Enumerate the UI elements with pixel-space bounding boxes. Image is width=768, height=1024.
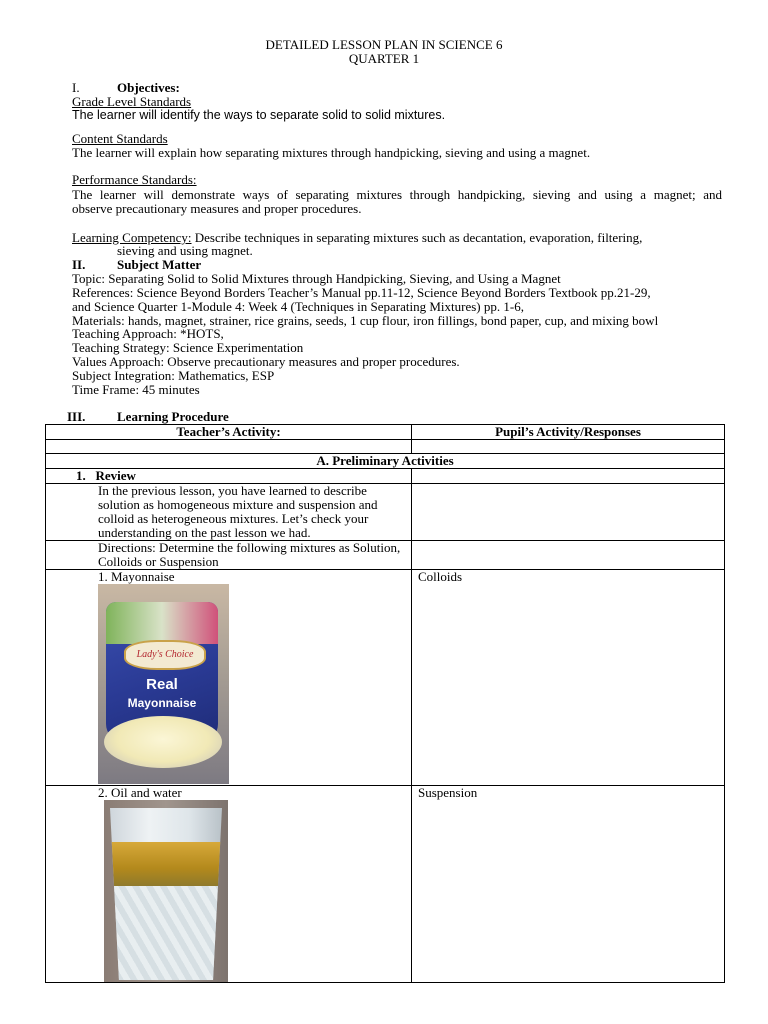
oil-water-photo — [104, 800, 228, 982]
subject-line: References: Science Beyond Borders Teacher’s Manual pp.11-12, Science Beyond Borders Textbook pp.21-29, — [72, 285, 651, 300]
procedure-table — [45, 424, 725, 983]
spoon-with-mayonnaise — [104, 716, 222, 768]
mayonnaise-photo — [98, 584, 229, 784]
learning-competency-line2: sieving and using magnet. — [117, 243, 253, 258]
table-header-row — [46, 425, 725, 440]
glass-cup — [110, 808, 222, 980]
review-number: 1. — [76, 468, 86, 483]
item-mayonnaise-label: 1. Mayonnaise — [98, 569, 175, 584]
item-cell-1 — [46, 570, 412, 786]
subject-line: and Science Quarter 1-Module 4: Week 4 (Techniques in Separating Mixtures) pp. 1-6, — [72, 299, 524, 314]
pouch-top-band — [106, 602, 218, 644]
objectives-heading: Objectives: — [117, 80, 180, 95]
item-cell-2 — [46, 786, 412, 983]
review-heading-cell — [46, 469, 412, 484]
answer-suspension: Suspension — [412, 786, 725, 983]
subject-line: Time Frame: 45 minutes — [72, 382, 200, 397]
subject-line: Teaching Approach: *HOTS, — [72, 326, 224, 341]
teacher-activity-header: Teacher’s Activity: — [46, 425, 412, 440]
preliminary-activities-heading: A. Preliminary Activities — [46, 454, 725, 469]
oil-layer — [110, 842, 222, 886]
table-row — [46, 484, 725, 541]
water-layer — [110, 886, 222, 980]
answer-colloids: Colloids — [412, 570, 725, 786]
section-numeral-1: I. — [72, 80, 80, 95]
performance-standards-label: Performance Standards: — [72, 172, 197, 187]
subject-line: Values Approach: Observe precautionary measures and proper procedures. — [72, 354, 460, 369]
table-cell — [46, 440, 412, 454]
performance-standards-line2: observe precautionary measures and proper procedures. — [72, 201, 362, 216]
section-numeral-2: II. — [72, 257, 86, 272]
grade-standards-text: The learner will identify the ways to separate solid to solid mixtures. — [72, 108, 446, 122]
table-cell — [412, 541, 725, 570]
table-row — [46, 786, 725, 983]
table-row — [46, 541, 725, 570]
learning-competency-text: Describe techniques in separating mixtures such as decantation, evaporation, filtering, — [191, 230, 643, 245]
pupil-activity-header: Pupil’s Activity/Responses — [412, 425, 725, 440]
subject-line: Topic: Separating Solid to Solid Mixtures through Handpicking, Sieving, and Using a Magnet — [72, 271, 561, 286]
table-cell — [412, 469, 725, 484]
table-row — [46, 469, 725, 484]
brand-logo — [124, 640, 206, 670]
brand-logo-text: Lady's Choice — [136, 649, 194, 660]
item-oil-water-label: 2. Oil and water — [98, 785, 182, 800]
directions-text: Directions: Determine the following mixtures as Solution, Colloids or Suspension — [46, 541, 412, 570]
subject-line: Teaching Strategy: Science Experimentation — [72, 340, 304, 355]
section-numeral-3: III. — [67, 409, 86, 424]
subject-matter-heading: Subject Matter — [117, 257, 202, 272]
learning-procedure-heading: Learning Procedure — [117, 409, 229, 424]
content-standards-label: Content Standards — [72, 131, 168, 146]
table-cell — [412, 440, 725, 454]
table-cell — [412, 484, 725, 541]
document-title: DETAILED LESSON PLAN IN SCIENCE 6 — [265, 37, 503, 52]
subject-line: Materials: hands, magnet, strainer, rice grains, seeds, 1 cup flour, iron fillings, bond paper, cup, and mixing bowl — [72, 313, 659, 328]
review-text: In the previous lesson, you have learned to describe solution as homogeneous mixture and suspension and colloid as heterogeneous mixtures. Let’s check your understanding on the past lesson we had. — [46, 484, 412, 541]
learning-competency-label: Learning Competency: — [72, 230, 192, 245]
table-row — [46, 454, 725, 469]
grade-standards-label: Grade Level Standards — [72, 94, 192, 109]
table-row — [46, 570, 725, 786]
content-standards-text: The learner will explain how separating mixtures through handpicking, sieving and using a magnet. — [72, 145, 591, 160]
document-quarter: QUARTER 1 — [348, 51, 420, 66]
performance-standards-line1: The learner will demonstrate ways of separating mixtures through handpicking, sieving and using a magnet; and — [72, 187, 722, 202]
pouch-label-mayonnaise: Mayonnaise — [127, 696, 197, 710]
table-row — [46, 440, 725, 454]
subject-line: Subject Integration: Mathematics, ESP — [72, 368, 275, 383]
pouch-label-real: Real — [146, 676, 178, 693]
review-heading: Review — [95, 468, 136, 483]
